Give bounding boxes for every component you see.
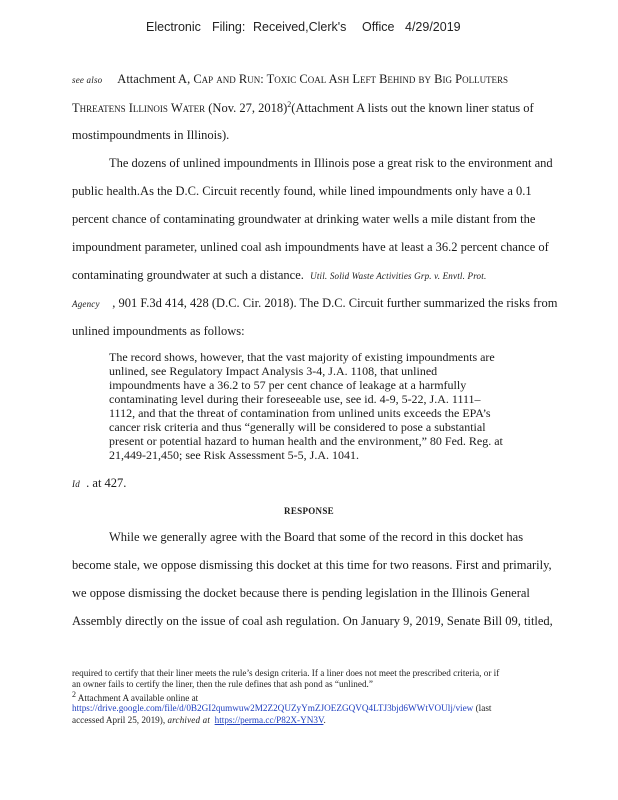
header-received: Received,Clerk's (253, 20, 347, 34)
citation-line (72, 476, 126, 491)
body-text: (Attachment A lists out the known liner status of (291, 101, 534, 116)
quote-line: The record shows, however, that the vast majority of existing impoundments are (109, 350, 495, 364)
footnote-text: (last (473, 703, 492, 713)
footnote-mark: 2 (72, 690, 76, 699)
body-text: impoundment parameter, unlined coal ash impoundments (72, 240, 359, 254)
case-name-cont: Agency (72, 299, 100, 309)
footnote-2 (72, 690, 198, 703)
footnote-ref: 2 (287, 100, 292, 109)
perma-link[interactable]: https://perma.cc/P82X-YN3V (214, 715, 324, 725)
footnote-continuation: required to certify that their liner meets the rule’s design criteria. If a liner does not meet the prescribed criteria, or if (72, 668, 500, 678)
body-line (72, 184, 532, 199)
header-filing: Filing: (212, 20, 246, 34)
footnote-text: Attachment A available online at (76, 693, 199, 704)
citation-text: . at 427. (86, 476, 127, 490)
footnote-text: . (323, 715, 326, 725)
section-heading: RESPONSE (284, 506, 334, 516)
body-line: While we generally agree with the Board that some of the record in this docket has (109, 530, 524, 544)
body-line: become stale, we oppose dismissing this docket at this time for two reasons. First and primarily, (72, 558, 552, 572)
body-line (72, 268, 486, 283)
body-line: The dozens of unlined impoundments in Illinois pose a great risk to the environment and (109, 156, 553, 170)
body-line (72, 296, 557, 311)
report-title-cont: Threatens Illinois Water (72, 101, 206, 116)
quote-line: present or potential hazard to human health and the environment,” 80 Fed. Reg. at (109, 434, 503, 448)
body-line: mostimpoundments in Illinois). (72, 128, 230, 142)
header-date: 4/29/2019 (405, 20, 461, 34)
body-line (72, 240, 549, 255)
body-text: contaminating groundwater at such a distance. (72, 268, 304, 282)
report-title: Cap and Run: Toxic Coal Ash Left Behind by Big Polluters (193, 72, 509, 86)
report-date: (Nov. 27, 2018) (205, 101, 288, 116)
body-line: Assembly directly on the issue of coal ash regulation. On January 9, 2019, Senate Bill 09, titled, (72, 614, 553, 628)
body-line (72, 100, 534, 116)
drive-link[interactable]: https://drive.google.com/file/d/0B2GI2qumwuw2M2Z2QUZyYmZJOEZGQVQ4LTJ3bjd6WWtVOUlj/view (72, 703, 474, 713)
quote-line: 21,449-21,450; see Risk Assessment 5-5, J.A. 1041. (109, 448, 359, 462)
quote-line: impoundments have a 36.2 to 57 per cent chance of leakage at a harmfully (109, 378, 467, 392)
body-text: public health. (72, 184, 141, 198)
body-text: As the D.C. Circuit recently found, while lined impoundments only have a 0.1 (140, 184, 532, 198)
footnote-text: accessed April 25, 2019), (72, 715, 168, 725)
footnote-2-url-line (72, 703, 491, 713)
quote-line: contaminating level during their foreseeable use, see id. 4-9, 5-22, J.A. 1111– (109, 392, 481, 406)
body-line: percent chance of contaminating groundwater at drinking water wells a mile distant from the (72, 212, 536, 226)
header-electronic: Electronic (146, 20, 201, 34)
body-line: we oppose dismissing the docket because there is pending legislation in the Illinois General (72, 586, 530, 600)
attachment-ref: Attachment A, (117, 72, 194, 86)
footnote-continuation: an owner fails to certify the liner, then the rule defines that ash pond as “unlined.” (72, 679, 373, 689)
body-text: at least a 36.2 percent chance of (388, 240, 549, 254)
body-line: unlined impoundments as follows: (72, 324, 245, 338)
body-text: have (362, 240, 386, 254)
body-line (72, 72, 508, 87)
archived-label: archived at (167, 715, 211, 725)
header-office: Office (362, 20, 395, 34)
case-name: Util. Solid Waste Activities Grp. v. Envtl. Prot. (310, 271, 487, 281)
quote-line: cancer risk criteria and thus “generally will be considered to pose a substantial (109, 420, 486, 434)
signal-see-also: see also (72, 75, 103, 85)
quote-line: 1112, and that the threat of contamination from unlined units exceeds the EPA’s (109, 406, 491, 420)
footnote-2-archive-line (72, 715, 326, 725)
quote-line: unlined, see Regulatory Impact Analysis 3-4, J.A. 1108, that unlined (109, 364, 438, 378)
body-text: , 901 F.3d 414, 428 (D.C. Cir. 2018). The D.C. Circuit further summarized the risks from (112, 296, 558, 310)
citation-id: Id (72, 479, 80, 489)
